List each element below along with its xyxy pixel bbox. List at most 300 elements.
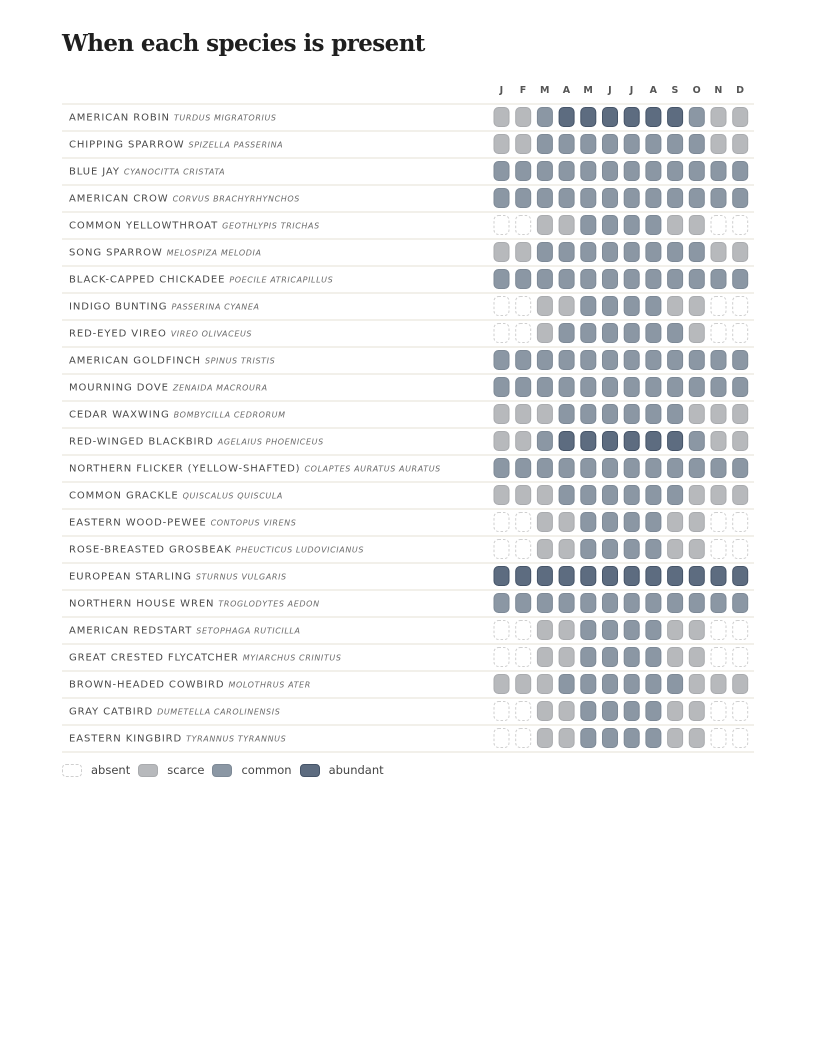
presence-cell-absent (733, 540, 748, 559)
chart-title: When each species is present (62, 30, 425, 57)
presence-cell-common (689, 432, 704, 451)
presence-cell-scarce (668, 702, 683, 721)
species-label (69, 140, 283, 151)
species-label (69, 356, 275, 367)
presence-cell-common (581, 729, 596, 748)
species-label (69, 329, 252, 340)
common-name: AMERICAN REDSTART (69, 625, 193, 637)
scientific-name: TROGLODYTES AEDON (218, 599, 320, 609)
legend-item-scarce (138, 763, 204, 777)
species-label (69, 410, 286, 421)
presence-cell-common (516, 351, 531, 370)
legend-swatch-scarce (138, 764, 158, 777)
scientific-name: ZENAIDA MACROURA (172, 383, 268, 393)
presence-cell-scarce (711, 432, 726, 451)
presence-cell-common (668, 405, 683, 424)
presence-cell-common (603, 216, 618, 235)
presence-cell-common (516, 270, 531, 289)
species-label (69, 248, 262, 259)
common-name: BROWN-HEADED COWBIRD (69, 679, 225, 691)
presence-cell-common (581, 594, 596, 613)
species-row (62, 540, 754, 564)
species-label (69, 194, 300, 205)
scientific-name: CONTOPUS VIRENS (210, 518, 297, 528)
presence-cell-absent (711, 648, 726, 667)
species-row (62, 270, 754, 294)
presence-cell-absent (516, 297, 531, 316)
presence-cell-abundant (624, 432, 639, 451)
presence-cell-absent (733, 513, 748, 532)
presence-cell-scarce (689, 297, 704, 316)
presence-cell-common (733, 189, 748, 208)
species-label (69, 599, 320, 610)
common-name: COMMON GRACKLE (69, 490, 179, 502)
month-label: M (540, 85, 550, 96)
presence-cell-scarce (559, 648, 574, 667)
presence-cell-common (537, 270, 552, 289)
presence-cell-common (668, 324, 683, 343)
presence-cell-common (603, 729, 618, 748)
presence-cell-absent (516, 216, 531, 235)
presence-cell-common (581, 675, 596, 694)
presence-cell-common (668, 486, 683, 505)
presence-cell-common (581, 621, 596, 640)
presence-cell-common (559, 675, 574, 694)
presence-cell-common (689, 189, 704, 208)
presence-cell-scarce (689, 486, 704, 505)
presence-cell-common (559, 594, 574, 613)
presence-cell-common (668, 270, 683, 289)
presence-cell-scarce (559, 729, 574, 748)
presence-cell-scarce (733, 135, 748, 154)
presence-cell-common (646, 702, 661, 721)
presence-cell-common (603, 270, 618, 289)
presence-cell-common (581, 270, 596, 289)
presence-cell-scarce (689, 324, 704, 343)
presence-cell-common (494, 270, 509, 289)
presence-cell-common (733, 378, 748, 397)
presence-cell-scarce (537, 729, 552, 748)
month-label: D (736, 85, 745, 96)
presence-cell-absent (516, 540, 531, 559)
month-label: M (583, 85, 594, 96)
scientific-name: SPINUS TRISTIS (204, 356, 276, 366)
month-label: A (562, 85, 571, 96)
presence-cell-absent (494, 216, 509, 235)
presence-cell-common (646, 351, 661, 370)
species-label (69, 734, 286, 745)
presence-cell-common (603, 486, 618, 505)
species-row (62, 405, 754, 429)
presence-cell-common (624, 540, 639, 559)
presence-cell-scarce (711, 486, 726, 505)
presence-cell-common (624, 675, 639, 694)
presence-cell-common (689, 459, 704, 478)
presence-cell-scarce (668, 621, 683, 640)
presence-cell-scarce (711, 675, 726, 694)
presence-cell-common (711, 270, 726, 289)
species-label (69, 113, 277, 124)
presence-cell-common (559, 270, 574, 289)
common-name: CEDAR WAXWING (69, 409, 170, 421)
presence-cell-abundant (603, 108, 618, 127)
presence-cell-common (624, 621, 639, 640)
presence-cell-scarce (537, 621, 552, 640)
presence-cell-common (494, 162, 509, 181)
legend (62, 763, 392, 777)
presence-cell-common (624, 648, 639, 667)
presence-cell-common (624, 486, 639, 505)
species-row (62, 135, 754, 159)
presence-cell-common (668, 243, 683, 262)
presence-cell-scarce (559, 702, 574, 721)
presence-cell-common (603, 513, 618, 532)
presence-cell-common (537, 108, 552, 127)
presence-cell-common (603, 405, 618, 424)
species-label (69, 464, 441, 475)
presence-cell-scarce (559, 297, 574, 316)
presence-cell-scarce (668, 648, 683, 667)
presence-cell-common (581, 189, 596, 208)
presence-cell-common (646, 513, 661, 532)
presence-cell-absent (516, 729, 531, 748)
legend-label-scarce: scarce (167, 763, 205, 777)
presence-cell-absent (733, 297, 748, 316)
presence-cell-common (494, 459, 509, 478)
presence-cell-common (603, 702, 618, 721)
presence-cell-common (668, 135, 683, 154)
presence-cell-common (689, 270, 704, 289)
presence-cell-absent (711, 729, 726, 748)
presence-cell-scarce (494, 243, 509, 262)
presence-cell-abundant (559, 567, 574, 586)
scientific-name: STURNUS VULGARIS (195, 572, 287, 582)
presence-cell-absent (516, 513, 531, 532)
presence-cell-common (646, 297, 661, 316)
species-label (69, 626, 301, 637)
common-name: MOURNING DOVE (69, 382, 169, 394)
common-name: CHIPPING SPARROW (69, 139, 185, 151)
presence-cell-common (516, 378, 531, 397)
common-name: SONG SPARROW (69, 247, 163, 259)
presence-cell-scarce (537, 648, 552, 667)
presence-cell-common (494, 351, 509, 370)
presence-cell-common (537, 351, 552, 370)
presence-cell-common (733, 270, 748, 289)
scientific-name: CYANOCITTA CRISTATA (123, 167, 226, 177)
presence-cell-common (559, 189, 574, 208)
scientific-name: TYRANNUS TYRANNUS (186, 734, 287, 744)
species-row (62, 513, 754, 537)
presence-cell-common (646, 243, 661, 262)
month-label: F (519, 85, 527, 96)
month-label: N (714, 85, 723, 96)
presence-cell-common (603, 621, 618, 640)
species-row (62, 567, 754, 591)
presence-cell-scarce (711, 108, 726, 127)
presence-cell-common (559, 162, 574, 181)
month-label: J (499, 85, 504, 96)
species-row (62, 432, 754, 456)
presence-cell-common (559, 405, 574, 424)
scientific-name: PASSERINA CYANEA (171, 302, 260, 312)
presence-cell-common (603, 162, 618, 181)
presence-cell-abundant (581, 432, 596, 451)
species-label (69, 518, 296, 529)
presence-cell-common (646, 540, 661, 559)
presence-cell-scarce (689, 675, 704, 694)
presence-cell-common (581, 486, 596, 505)
presence-cell-common (603, 243, 618, 262)
presence-cell-scarce (559, 540, 574, 559)
presence-cell-scarce (559, 216, 574, 235)
presence-cell-common (537, 162, 552, 181)
presence-cell-common (581, 216, 596, 235)
presence-cell-common (689, 162, 704, 181)
presence-cell-common (646, 324, 661, 343)
presence-cell-common (646, 405, 661, 424)
presence-cell-scarce (668, 729, 683, 748)
presence-cell-common (668, 162, 683, 181)
presence-cell-absent (494, 513, 509, 532)
presence-cell-abundant (668, 432, 683, 451)
presence-cell-common (646, 135, 661, 154)
presence-cell-scarce (537, 324, 552, 343)
month-label: S (671, 85, 679, 96)
scientific-name: MOLOTHRUS ATER (228, 680, 311, 690)
presence-cell-common (537, 135, 552, 154)
scientific-name: TURDUS MIGRATORIUS (173, 113, 277, 123)
presence-cell-absent (516, 702, 531, 721)
presence-cell-scarce (689, 540, 704, 559)
scientific-name: MELOSPIZA MELODIA (166, 248, 262, 258)
presence-cell-common (668, 378, 683, 397)
presence-cell-scarce (668, 513, 683, 532)
presence-cell-scarce (516, 108, 531, 127)
common-name: EASTERN KINGBIRD (69, 733, 183, 745)
common-name: NORTHERN HOUSE WREN (69, 598, 215, 610)
legend-swatch-abundant (300, 764, 320, 777)
presence-cell-abundant (646, 432, 661, 451)
legend-item-absent (62, 763, 130, 777)
presence-cell-common (624, 729, 639, 748)
presence-cell-scarce (494, 405, 509, 424)
presence-cell-scarce (516, 243, 531, 262)
legend-label-common: common (241, 763, 292, 777)
presence-cell-common (537, 432, 552, 451)
legend-swatch-absent (62, 764, 82, 777)
species-row (62, 297, 754, 321)
presence-cell-absent (733, 702, 748, 721)
presence-cell-common (689, 378, 704, 397)
scientific-name: DUMETELLA CAROLINENSIS (157, 707, 281, 717)
presence-cell-common (581, 513, 596, 532)
presence-cell-scarce (494, 135, 509, 154)
presence-cell-scarce (494, 486, 509, 505)
presence-cell-common (537, 189, 552, 208)
scientific-name: COLAPTES AURATUS AURATUS (304, 464, 441, 474)
species-row (62, 108, 754, 132)
common-name: RED-WINGED BLACKBIRD (69, 436, 214, 448)
presence-cell-common (581, 135, 596, 154)
presence-cell-absent (711, 540, 726, 559)
presence-cell-common (646, 378, 661, 397)
presence-cell-abundant (516, 567, 531, 586)
month-label: J (629, 85, 634, 96)
presence-cell-scarce (689, 648, 704, 667)
species-label (69, 545, 364, 556)
species-row (62, 702, 754, 726)
presence-cell-scarce (559, 513, 574, 532)
common-name: EASTERN WOOD-PEWEE (69, 517, 207, 529)
common-name: AMERICAN GOLDFINCH (69, 355, 201, 367)
presence-cell-scarce (711, 135, 726, 154)
presence-cell-absent (733, 729, 748, 748)
species-label (69, 275, 333, 286)
presence-cell-common (624, 594, 639, 613)
presence-cell-absent (711, 702, 726, 721)
presence-cell-absent (733, 621, 748, 640)
species-label (69, 221, 320, 232)
presence-cell-common (711, 594, 726, 613)
presence-cell-common (646, 729, 661, 748)
presence-cell-common (624, 378, 639, 397)
presence-cell-common (516, 594, 531, 613)
presence-cell-common (559, 324, 574, 343)
presence-cell-common (603, 189, 618, 208)
presence-cell-scarce (711, 243, 726, 262)
presence-cell-common (516, 459, 531, 478)
presence-cell-common (646, 189, 661, 208)
presence-cell-scarce (516, 135, 531, 154)
legend-swatch-common (212, 764, 232, 777)
common-name: BLUE JAY (69, 166, 120, 178)
presence-cell-scarce (733, 675, 748, 694)
species-row (62, 378, 754, 402)
presence-cell-abundant (624, 108, 639, 127)
presence-cell-common (668, 351, 683, 370)
species-row (62, 189, 754, 213)
presence-cell-absent (711, 216, 726, 235)
presence-cell-scarce (537, 540, 552, 559)
presence-cell-common (624, 405, 639, 424)
presence-cell-common (711, 189, 726, 208)
presence-cell-absent (494, 621, 509, 640)
presence-cell-common (603, 378, 618, 397)
month-label: O (692, 85, 701, 96)
presence-cell-common (668, 459, 683, 478)
presence-cell-scarce (711, 405, 726, 424)
presence-cell-absent (733, 324, 748, 343)
species-rows (62, 104, 754, 752)
presence-cell-abundant (537, 567, 552, 586)
presence-cell-abundant (559, 432, 574, 451)
presence-cell-common (603, 351, 618, 370)
presence-cell-scarce (537, 216, 552, 235)
presence-cell-scarce (537, 297, 552, 316)
presence-cell-absent (733, 216, 748, 235)
presence-cell-common (624, 297, 639, 316)
presence-cell-scarce (689, 216, 704, 235)
presence-cell-scarce (516, 405, 531, 424)
presence-cell-abundant (603, 567, 618, 586)
presence-cell-scarce (733, 108, 748, 127)
scientific-name: BOMBYCILLA CEDRORUM (173, 410, 286, 420)
presence-cell-common (559, 135, 574, 154)
presence-cell-scarce (537, 675, 552, 694)
presence-cell-scarce (494, 108, 509, 127)
common-name: INDIGO BUNTING (69, 301, 168, 313)
presence-cell-common (711, 351, 726, 370)
presence-cell-abundant (581, 567, 596, 586)
presence-cell-common (559, 351, 574, 370)
common-name: NORTHERN FLICKER (YELLOW-SHAFTED) (69, 463, 301, 475)
presence-cell-common (537, 243, 552, 262)
presence-cell-abundant (668, 108, 683, 127)
presence-cell-absent (494, 702, 509, 721)
presence-cell-common (516, 162, 531, 181)
presence-cell-common (646, 459, 661, 478)
presence-cell-scarce (733, 486, 748, 505)
presence-cell-abundant (624, 567, 639, 586)
presence-cell-scarce (689, 702, 704, 721)
species-row (62, 216, 754, 240)
species-label (69, 383, 268, 394)
presence-cell-scarce (494, 675, 509, 694)
presence-cell-common (624, 459, 639, 478)
presence-cell-scarce (668, 297, 683, 316)
presence-cell-common (559, 486, 574, 505)
presence-cell-common (711, 459, 726, 478)
presence-cell-common (603, 297, 618, 316)
common-name: RED-EYED VIREO (69, 328, 167, 340)
presence-cell-absent (516, 621, 531, 640)
species-label (69, 572, 287, 583)
presence-cell-absent (494, 297, 509, 316)
presence-cell-abundant (494, 567, 509, 586)
presence-cell-common (537, 459, 552, 478)
scientific-name: AGELAIUS PHOENICEUS (217, 437, 324, 447)
presence-cell-common (624, 513, 639, 532)
presence-cell-scarce (516, 486, 531, 505)
presence-cell-abundant (646, 108, 661, 127)
presence-cell-absent (516, 648, 531, 667)
scientific-name: GEOTHLYPIS TRICHAS (222, 221, 320, 231)
presence-cell-scarce (689, 729, 704, 748)
presence-cell-abundant (711, 567, 726, 586)
presence-cell-common (689, 243, 704, 262)
presence-cell-common (689, 135, 704, 154)
presence-cell-absent (516, 324, 531, 343)
presence-cell-scarce (537, 405, 552, 424)
presence-cell-scarce (733, 243, 748, 262)
presence-cell-common (733, 594, 748, 613)
presence-cell-common (624, 135, 639, 154)
species-label (69, 167, 225, 178)
presence-cell-common (494, 594, 509, 613)
presence-cell-scarce (516, 675, 531, 694)
presence-cell-common (581, 405, 596, 424)
scientific-name: SETOPHAGA RUTICILLA (196, 626, 301, 636)
scientific-name: QUISCALUS QUISCULA (182, 491, 283, 501)
presence-cell-common (624, 324, 639, 343)
presence-cell-scarce (537, 702, 552, 721)
presence-cell-common (603, 135, 618, 154)
presence-cell-common (624, 351, 639, 370)
presence-cell-scarce (516, 432, 531, 451)
presence-cell-abundant (733, 567, 748, 586)
presence-cell-common (603, 540, 618, 559)
